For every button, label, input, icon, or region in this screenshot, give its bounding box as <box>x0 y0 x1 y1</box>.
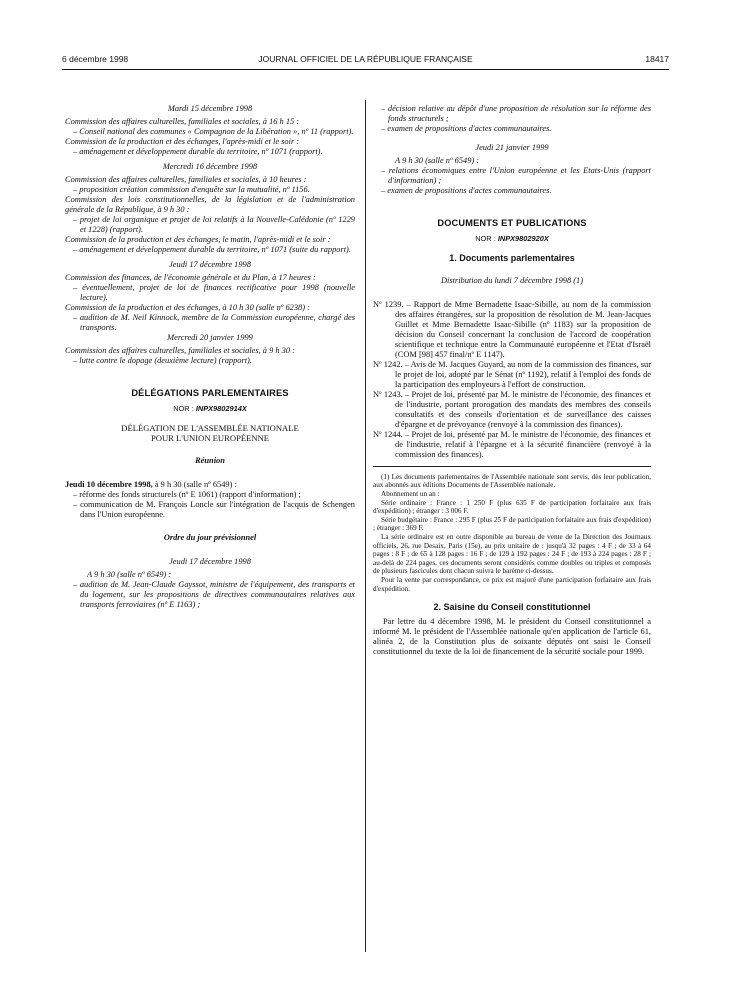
nor-reference: NOR : INPX9802914X <box>173 404 247 413</box>
meeting-date: Jeudi 10 décembre 1998, à 9 h 30 (salle nº 6549) : <box>65 479 237 489</box>
footnote: Série ordinaire : France : 1 250 F (plus 635 F de participation forfaitaire aux frais d'expédition) ; étranger : 3 006 F. <box>373 498 651 516</box>
agenda-item: – aménagement et développement durable du territoire, nº 1071 (suite du rapport). <box>73 245 351 254</box>
header-journal-title: JOURNAL OFFICIEL DE LA RÉPUBLIQUE FRANÇAISE <box>258 54 473 64</box>
footnote-separator <box>373 466 651 467</box>
commission-entry: Commission des affaires culturelles, familiales et sociales, à 9 h 30 : <box>65 346 295 355</box>
day-heading: Mardi 15 décembre 1998 <box>167 104 253 113</box>
commission-entry: Commission des affaires culturelles, familiales et sociales, à 10 heures : <box>65 175 307 184</box>
subsection-title: 1. Documents parlementaires <box>449 253 575 263</box>
document-entry: Nº 1242. – Avis de M. Jacques Guyard, au nom de la commission des finances, sur le projet de loi, adopté par le Sénat (nº 1192), relatif à l'emploi des fonds de la participation des employeurs à l'effort de construction. <box>373 359 651 389</box>
nor-reference: NOR : INPX9802920X <box>475 234 549 243</box>
footnote: Pour la vente par correspondance, ce prix est majoré d'une participation forfaitaire aux frais d'expédition. <box>373 575 651 593</box>
agenda-item: – réforme des fonds structurels (nº E 1061) (rapport d'information) ; <box>73 489 301 499</box>
day-heading: Jeudi 17 décembre 1998 <box>169 556 251 566</box>
day-heading: Mercredi 20 janvier 1999 <box>167 333 253 342</box>
footnote: La série ordinaire est en outre disponible au bureau de vente de la Direction des Journaux officiels, 26, rue Desaix, Paris (15e), au prix unitaire de : jusqu'à 32 pages : 4 F ; de 33 à 64 pages : 8 F ; de 65 à 128 pages : 16 F ; de 129 à 192 pages : 24 F ; de 193 à 224 pages : 28 F ; au-delà de 224 pages, ces documents seront considérés comme doubles ou triples et composés de plusieurs fascicules dont chacun suivra le barème ci-dessus. <box>373 532 651 576</box>
agenda-item: – projet de loi organique et projet de loi relatifs à la Nouvelle-Calédonie (nº 1229 et 1228) (rapport). <box>73 215 355 234</box>
commission-entry: Commission de la production et des échanges, l'après-midi et le soir : <box>65 137 300 146</box>
left-column <box>65 104 355 610</box>
commission-entry: Commission des finances, de l'économie générale et du Plan, à 17 heures : <box>65 273 316 282</box>
agenda-item: – audition de M. Jean-Claude Gayssot, ministre de l'équipement, des transports et du logement, sur les propositions de directives communautaires relatives aux transports ferroviaires (nº E 1163) ; <box>73 579 355 609</box>
day-heading: Jeudi 17 décembre 1998 <box>169 260 251 269</box>
agenda-item: – éventuellement, projet de loi de finances rectificative pour 1998 (nouvelle lecture). <box>73 283 355 302</box>
agenda-item: – examen de propositions d'actes communautaires. <box>381 124 552 133</box>
footnote: (1) Les documents parlementaires de l'Assemblée nationale sont servis, dès leur publication, aux abonnés aux éditions Documents de l'Assemblée nationale. <box>373 472 651 490</box>
agenda-item: – aménagement et développement durable du territoire, nº 1071 (rapport). <box>73 147 323 156</box>
agenda-item: – relations économiques entre l'Union européenne et les Etats-Unis (rapport d'information) ; <box>381 166 651 185</box>
agenda-item: – communication de M. François Loncle sur l'intégration de l'acquis de Schengen dans l'Union européenne. <box>73 499 355 519</box>
document-entry: Nº 1244. – Projet de loi, présenté par M. le ministre de l'économie, des finances et de l'industrie, relatif à l'épargne et à la sécurité financière (renvoyé à la commission des finances). <box>373 429 651 459</box>
commission-entry: Commission des lois constitutionnelles, de la législation et de l'administration générale de la République, à 9 h 30 : <box>65 195 355 214</box>
agenda-item: – décision relative au dépôt d'une proposition de résolution sur la réforme des fonds structurels ; <box>381 104 651 123</box>
header-date: 6 décembre 1998 <box>62 54 129 64</box>
subsection-title: 2. Saisine du Conseil constitutionnel <box>433 602 591 613</box>
agenda-item: – examen de propositions d'actes communautaires. <box>381 186 552 195</box>
header-page-number: 18417 <box>645 54 669 64</box>
page-header <box>62 54 669 70</box>
footnote: Abonnement un an : <box>381 489 440 498</box>
footnote: Série budgétaire : France : 295 F (plus 25 F de participation forfaitaire aux frais d'expédition) ; étranger : 369 F. <box>373 515 651 533</box>
header-rule <box>62 69 669 70</box>
agenda-item: – lutte contre le dopage (deuxième lecture) (rapport). <box>73 356 252 365</box>
agenda-heading: Ordre du jour prévisionnel <box>163 533 257 543</box>
agenda-item: – Conseil national des communes « Compagnon de la Libération », nº 11 (rapport). <box>73 127 354 136</box>
reunion-heading: Réunion <box>195 456 225 466</box>
time-entry: A 9 h 30 (salle nº 6549) : <box>395 156 480 165</box>
day-heading: Jeudi 21 janvier 1999 <box>475 143 549 152</box>
document-entry: Nº 1239. – Rapport de Mme Bernadette Isaac-Sibille, au nom de la commission des affaires étrangères, sur la proposition de résolution de M. Jean-Jacques Guillet et Mme Bernadette Isaac-Sibille (nº 1183) sur la proposition de décision du Conseil concernant la conclusion de l'accord de coopération scientifique et technique entre la Communauté européenne et l'Etat d'Israël (COM [98] 457 final/nº E 1147). <box>373 299 651 359</box>
agenda-item: – audition de M. Neil Kinnock, membre de la Commission européenne, chargé des transports. <box>73 313 355 332</box>
day-heading: Mercredi 16 décembre 1998 <box>162 162 258 171</box>
delegation-subtitle: POUR L'UNION EUROPÉENNE <box>150 433 270 443</box>
column-divider <box>365 100 366 952</box>
commission-entry: Commission de la production et des échanges, le matin, l'après-midi et le soir : <box>65 235 331 244</box>
section-title: DOCUMENTS ET PUBLICATIONS <box>437 218 587 228</box>
commission-entry: Commission des affaires culturelles, familiales et sociales, à 16 h 15 : <box>65 117 300 126</box>
delegation-title: DÉLÉGATION DE L'ASSEMBLÉE NATIONALE <box>121 423 299 433</box>
agenda-item: – proposition création commission d'enquête sur la mutualité, nº 1156. <box>73 185 310 194</box>
commission-entry: Commission de la production et des échanges, à 10 h 30 (salle nº 6238) : <box>65 303 310 312</box>
distribution-heading: Distribution du lundi 7 décembre 1998 (1) <box>440 276 584 286</box>
right-column <box>373 104 651 657</box>
time-entry: A 9 h 30 (salle nº 6549) : <box>87 569 172 579</box>
document-entry: Nº 1243. – Projet de loi, présenté par M. le ministre de l'économie, des finances et de l'industrie, portant prorogation des mandats des membres des conseils consultatifs et des conseils d'orientation et de surveillance des caisses d'épargne et de prévoyance (renvoyé à la commission des finances). <box>373 389 651 429</box>
paragraph: Par lettre du 4 décembre 1998, M. le président du Conseil constitutionnel a informé M. le président de l'Assemblée nationale qu'en application de l'article 61, alinéa 2, de la Constitution plus de soixante députés ont saisi le Conseil constitutionnel du texte de la loi de financement de la sécurité sociale pour 1999. <box>373 617 651 657</box>
section-title: DÉLÉGATIONS PARLEMENTAIRES <box>131 388 289 398</box>
